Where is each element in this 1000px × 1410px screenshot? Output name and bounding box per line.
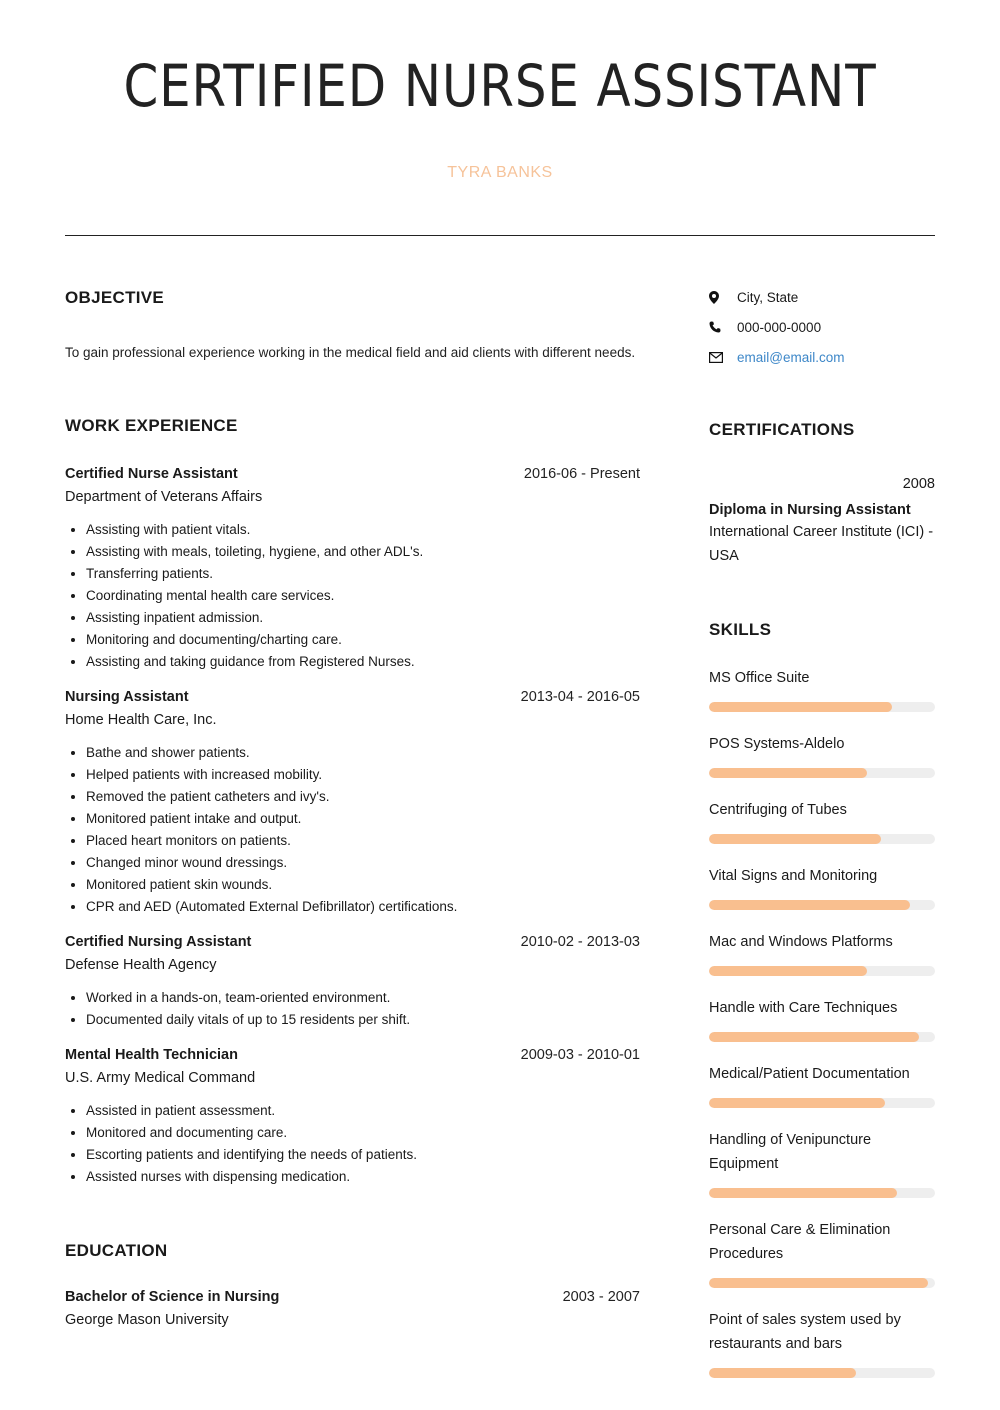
map-pin-icon — [709, 291, 737, 304]
skill-level-fill — [709, 1032, 919, 1042]
skill-level-bar — [709, 1098, 935, 1108]
objective-section — [65, 288, 640, 364]
skill-name: Handle with Care Techniques — [709, 1000, 898, 1016]
job-company: Home Health Care, Inc. — [65, 712, 217, 728]
envelope-icon — [709, 352, 737, 363]
objective-text: To gain professional experience working in the medical field and aid clients with different needs. — [65, 345, 636, 360]
duty-item: • Monitored and documenting care. — [86, 1122, 640, 1144]
contact-phone — [709, 312, 935, 342]
job-duties — [65, 1100, 640, 1188]
job-company: Department of Veterans Affairs — [65, 489, 263, 505]
job-duties — [65, 742, 640, 918]
education-section — [65, 1241, 640, 1328]
education-entry — [65, 1289, 640, 1328]
skills-heading: SKILLS — [709, 620, 772, 639]
skill-level-bar — [709, 1188, 935, 1198]
phone-text: 000-000-0000 — [737, 319, 822, 335]
skill-item — [709, 930, 935, 976]
job-date: 2013-04 - 2016-05 — [520, 689, 640, 705]
duty-item: • Changed minor wound dressings. — [86, 852, 640, 874]
duty-item: • Assisted in patient assessment. — [86, 1100, 640, 1122]
education-date: 2003 - 2007 — [562, 1289, 640, 1305]
email-link[interactable]: email@email.com — [737, 349, 845, 365]
duty-item: • Transferring patients. — [86, 563, 640, 585]
skill-name: POS Systems-Aldelo — [709, 736, 845, 752]
candidate-name: TYRA BANKS — [447, 164, 553, 181]
contact-block — [709, 282, 935, 372]
skill-item — [709, 798, 935, 844]
duty-item: • Worked in a hands-on, team-oriented environment. — [86, 987, 640, 1009]
skill-item — [709, 732, 935, 778]
duty-item: • Removed the patient catheters and ivy's. — [86, 786, 640, 808]
job-company: Defense Health Agency — [65, 957, 217, 973]
job-duties — [65, 519, 640, 673]
duty-item: • Monitored patient skin wounds. — [86, 874, 640, 896]
duty-item: • Escorting patients and identifying the needs of patients. — [86, 1144, 640, 1166]
skill-level-bar — [709, 702, 935, 712]
skill-level-fill — [709, 1368, 856, 1378]
skill-level-fill — [709, 1278, 928, 1288]
job-title: Nursing Assistant — [65, 689, 189, 705]
duty-item: • Assisting with meals, toileting, hygiene, and other ADL's. — [86, 541, 640, 563]
skill-name: Centrifuging of Tubes — [709, 802, 847, 818]
skill-level-bar — [709, 768, 935, 778]
side-column — [709, 288, 935, 1378]
phone-icon — [709, 321, 737, 333]
skill-level-fill — [709, 702, 892, 712]
duty-item: • Assisting and taking guidance from Registered Nurses. — [86, 651, 640, 673]
skill-name: MS Office Suite — [709, 670, 810, 686]
duty-item: • Monitoring and documenting/charting care. — [86, 629, 640, 651]
contact-location — [709, 282, 935, 312]
skill-level-fill — [709, 1098, 885, 1108]
skill-level-fill — [709, 834, 881, 844]
job-company: U.S. Army Medical Command — [65, 1070, 256, 1086]
job-date: 2016-06 - Present — [523, 466, 640, 482]
duty-item: • Monitored patient intake and output. — [86, 808, 640, 830]
duty-item: • Assisting inpatient admission. — [86, 607, 640, 629]
duty-item: • Coordinating mental health care services. — [86, 585, 640, 607]
duty-item: • Helped patients with increased mobility. — [86, 764, 640, 786]
skill-name: Medical/Patient Documentation — [709, 1066, 910, 1082]
skill-name: Mac and Windows Platforms — [709, 934, 893, 950]
skill-name: Point of sales system used by restaurants and bars — [709, 1312, 901, 1352]
skill-level-bar — [709, 1278, 935, 1288]
skill-level-fill — [709, 1188, 897, 1198]
skill-name: Personal Care & Elimination Procedures — [709, 1222, 891, 1262]
skill-level-bar — [709, 1032, 935, 1042]
duty-item: • Assisted nurses with dispensing medication. — [86, 1166, 640, 1188]
job-date: 2009-03 - 2010-01 — [520, 1047, 640, 1063]
job-list — [65, 466, 640, 1188]
work-experience-heading: WORK EXPERIENCE — [65, 416, 238, 435]
objective-heading: OBJECTIVE — [65, 288, 165, 307]
skill-level-bar — [709, 900, 935, 910]
skill-level-fill — [709, 900, 910, 910]
certification-year: 2008 — [902, 476, 935, 492]
skill-name: Vital Signs and Monitoring — [709, 868, 878, 884]
skills-section — [709, 620, 935, 1378]
duty-item: • Bathe and shower patients. — [86, 742, 640, 764]
contact-email — [709, 342, 935, 372]
duty-item: • Assisting with patient vitals. — [86, 519, 640, 541]
header-divider — [65, 235, 935, 236]
duty-item: • Documented daily vitals of up to 15 residents per shift. — [86, 1009, 640, 1031]
certification-institution: International Career Institute (ICI) - USA — [709, 524, 934, 564]
job-entry — [65, 1047, 640, 1188]
skill-list — [709, 666, 935, 1378]
skill-level-fill — [709, 768, 867, 778]
skill-level-fill — [709, 966, 867, 976]
main-column — [65, 288, 640, 1328]
degree-name: Bachelor of Science in Nursing — [65, 1289, 280, 1305]
skill-item — [709, 996, 935, 1042]
job-entry — [65, 934, 640, 1031]
job-entry — [65, 466, 640, 673]
skill-name: Handling of Venipuncture Equipment — [709, 1132, 872, 1172]
job-entry — [65, 689, 640, 918]
certification-name: Diploma in Nursing Assistant — [709, 502, 911, 518]
certifications-heading: CERTIFICATIONS — [709, 420, 855, 439]
job-title: Mental Health Technician — [65, 1047, 238, 1063]
skill-level-bar — [709, 1368, 935, 1378]
certifications-section — [709, 420, 935, 568]
skill-item — [709, 1218, 935, 1288]
education-heading: EDUCATION — [65, 1241, 168, 1260]
school-name: George Mason University — [65, 1312, 229, 1328]
job-title: Certified Nurse Assistant — [65, 466, 238, 482]
job-title: Certified Nursing Assistant — [65, 934, 252, 950]
skill-item — [709, 1308, 935, 1378]
skill-item — [709, 666, 935, 712]
location-text: City, State — [737, 289, 799, 305]
duty-item: • CPR and AED (Automated External Defibrillator) certifications. — [86, 896, 640, 918]
work-experience-section — [65, 416, 640, 1188]
skill-item — [709, 864, 935, 910]
skill-item — [709, 1128, 935, 1198]
skill-item — [709, 1062, 935, 1108]
job-date: 2010-02 - 2013-03 — [520, 934, 640, 950]
duty-item: • Placed heart monitors on patients. — [86, 830, 640, 852]
skill-level-bar — [709, 834, 935, 844]
job-duties — [65, 987, 640, 1031]
resume-title: CERTIFIED NURSE ASSISTANT — [123, 52, 877, 120]
skill-level-bar — [709, 966, 935, 976]
